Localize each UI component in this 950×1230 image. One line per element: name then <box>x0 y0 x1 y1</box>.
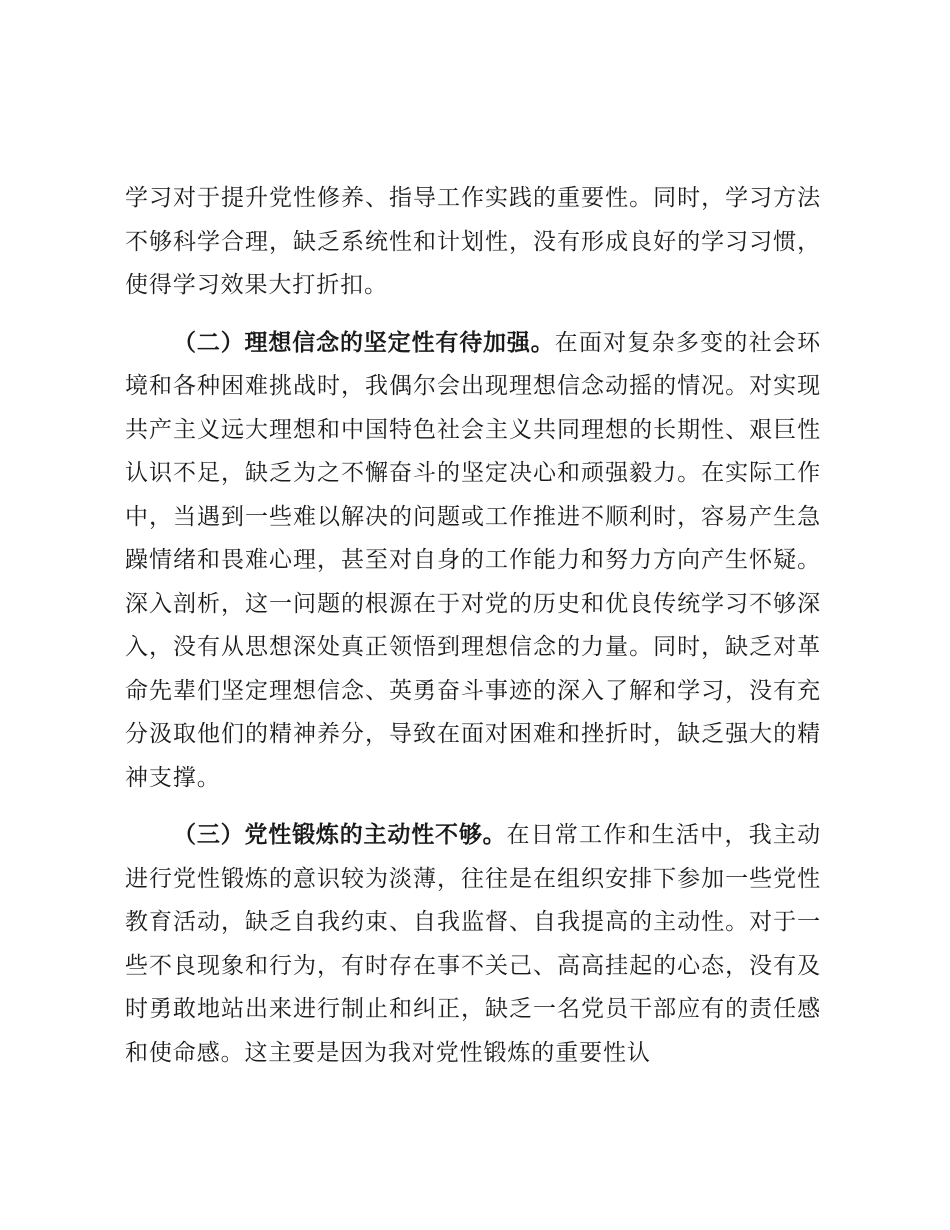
section-heading-2: （二）理想信念的坚定性有待加强。 <box>173 329 555 356</box>
paragraph-text: 在面对复杂多变的社会环境和各种困难挑战时，我偶尔会出现理想信念动摇的情况。对实现共产主义远大理想和中国特色社会主义共同理想的长期性、艰巨性认识不足，缺乏为之不懈奋斗的坚定决心和顽强毅力。在实际工作中，当遇到一些难以解决的问题或工作推进不顺利时，容易产生急躁情绪和畏难心理，甚至对自身的工作能力和努力方向产生怀疑。深入剖析，这一问题的根源在于对党的历史和优良传统学习不够深入，没有从思想深处真正领悟到理想信念的力量。同时，缺乏对革命先辈们坚定理想信念、英勇奋斗事迹的深入了解和学习，没有充分汲取他们的精神养分，导致在面对困难和挫折时，缺乏强大的精神支撑。 <box>125 329 822 791</box>
paragraph-ideals-beliefs <box>125 322 821 801</box>
paragraph-continuation <box>125 177 821 308</box>
section-heading-3: （三）党性锻炼的主动性不够。 <box>173 822 507 848</box>
paragraph-party-training <box>125 814 821 1075</box>
document-page <box>125 177 821 1075</box>
paragraph-text: 在日常工作和生活中，我主动进行党性锻炼的意识较为淡薄，往往是在组织安排下参加一些党性教育活动，缺乏自我约束、自我监督、自我提高的主动性。对于一些不良现象和行为，有时存在事不关己、高高挂起的心态，没有及时勇敢地站出来进行制止和纠正，缺乏一名党员干部应有的责任感和使命感。这主要是因为我对党性锻炼的重要性认 <box>125 822 821 1066</box>
paragraph-text: 学习对于提升党性修养、指导工作实践的重要性。同时，学习方法不够科学合理，缺乏系统性和计划性，没有形成良好的学习习惯，使得学习效果大打折扣。 <box>125 185 821 298</box>
